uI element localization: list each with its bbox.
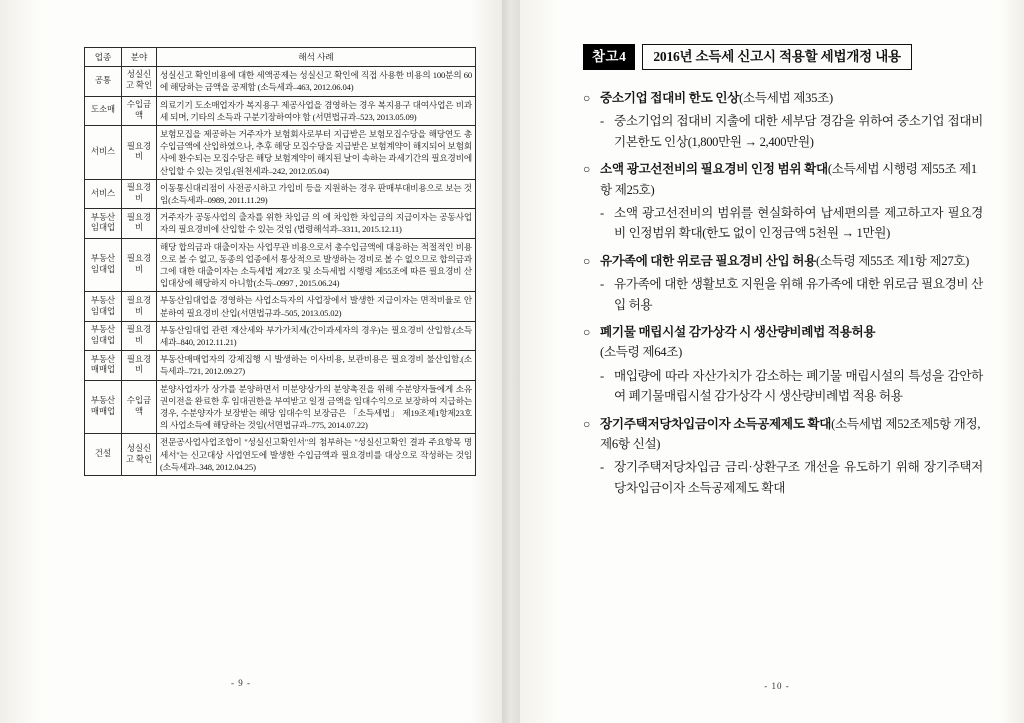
- item-heading: [583, 159, 983, 200]
- cell-description: 부동산매매업자의 강제집행 시 발생하는 이사비용, 보관비용은 필요경비 불산입함.(소득세과–721, 2012.09.27): [157, 351, 476, 380]
- list-item: [583, 322, 983, 407]
- cell-description: 전문공사업사업조합이 "성실신고확인서"의 첨부하는 "성실신고확인 결과 주요항목 명세서"는 신고대상 사업연도에 발생한 수입금액과 필요경비를 대상으로 작성하는 것임 (소득세과–348, 2012.04.25): [157, 434, 476, 476]
- cell-business-type: 공통: [85, 67, 122, 96]
- item-heading-text: 유가족에 대한 위로금 필요경비 산입 허용(소득령 제55조 제1항 제27호): [600, 253, 970, 268]
- left-page: [0, 0, 502, 723]
- cell-description: 분양사업자가 상가를 분양하면서 미분양상가의 분양촉진을 위해 수분양자들에게 소유권이전을 완료한 후 임대권한을 부여받고 일정 금액을 임대수익으로 보장하여 지급하는 경우, 수분양자가 보장받는 해당 임대수익 보장금은 「소득세법」 제19조제1항제23호의 사업소득에 해당하는 것임(서면법규과–775, 2014.07.22): [157, 380, 476, 434]
- list-item: [583, 414, 983, 499]
- dash-bullet-icon: -: [600, 277, 604, 292]
- cell-business-type: 부동산매매업: [85, 351, 122, 380]
- reference-body: [583, 88, 983, 505]
- reference-header: [583, 44, 912, 70]
- dash-bullet-icon: -: [600, 368, 604, 383]
- circle-bullet-icon: ○: [583, 162, 590, 177]
- cell-field: 필요경비: [122, 238, 157, 292]
- cell-business-type: 부동산임대업: [85, 292, 122, 321]
- cell-field: 필요경비: [122, 209, 157, 238]
- sub-item: [600, 366, 983, 407]
- page-number-left: - 9 -: [231, 678, 251, 688]
- table-row: [85, 292, 476, 321]
- reference-badge: 참고4: [583, 44, 635, 70]
- table-row: [85, 380, 476, 434]
- cell-business-type: 부동산임대업: [85, 238, 122, 292]
- cell-field: 필요경비: [122, 126, 157, 180]
- table-row: [85, 209, 476, 238]
- sub-item-text: 중소기업의 접대비 지출에 대한 세부담 경감을 위하여 중소기업 접대비 기본한도 인상(1,800만원 → 2,400만원): [614, 114, 983, 149]
- cell-description: 거주자가 공동사업의 출자를 위한 차입금 의 에 차입한 차입금의 지급이자는 공동사업자의 필요경비에 산입할 수 있는 것임 (법령해석과–3311, 2015.12.11): [157, 209, 476, 238]
- cell-description: 의료기기 도소매업자가 복지용구 제공사업을 겸영하는 경우 복지용구 대여사업은 비과세 되며, 기타의 소득과 구분기장하여야 함 (서면법규과–523, 2013.05.09): [157, 96, 476, 125]
- column-header-interpretation-case: 해석 사례: [157, 48, 476, 67]
- column-header-field: 분야: [122, 48, 157, 67]
- circle-bullet-icon: ○: [583, 325, 590, 339]
- cell-description: 부동산임대업 관련 재산세와 부가가치세(간이과세자의 경우)는 필요경비 산입함.(소득세과–840, 2012.11.21): [157, 321, 476, 350]
- list-item: [583, 159, 983, 244]
- sub-item-text: 유가족에 대한 생활보호 지원을 위해 유가족에 대한 위로금 필요경비 산입 허용: [614, 277, 983, 312]
- law-reference: (소득세법 제35조): [739, 91, 833, 105]
- law-reference: (소득령 제64조): [600, 345, 682, 360]
- item-heading-text: 장기주택저당차입금이자 소득공제제도 확대(소득세법 제52조제5항 개정, 제6항 신설): [600, 416, 981, 451]
- cell-business-type: 부동산임대업: [85, 321, 122, 350]
- table-row: [85, 238, 476, 292]
- item-heading: [583, 88, 983, 108]
- sub-item: [600, 274, 983, 315]
- table-row: [85, 321, 476, 350]
- sub-item: [600, 203, 983, 244]
- cell-description: 보험모집을 제공하는 거주자가 보험회사로부터 지급받은 보험모집수당을 해당연도 총수입금액에 산입하였으나, 추후 해당 모집수당을 지급받은 보험계약이 해지되어 보험회사에 환수되는 모집수당은 해당 보험계약이 해지된 날이 속하는 과세기간의 필요경비에 산입할 수 있는 것임.(원천세과–242, 2012.05.04): [157, 126, 476, 180]
- cell-description: 해당 합의금과 대출이자는 사업무관 비용으로서 총수입금액에 대응하는 적절적인 비용으로 볼 수 없고, 동종의 업종에서 통상적으로 발생하는 경비로 볼 수 없으므로 합의금과 그에 대한 대출이자는 소득세법 제27조 및 소득세법 시행령 제55조에 따른 필요경비 산입대상에 해당하지 아니함(소득–0997 , 2015.06.24): [157, 238, 476, 292]
- cell-field: 필요경비: [122, 292, 157, 321]
- list-item: [583, 88, 983, 152]
- item-heading: [583, 414, 983, 455]
- book-spine: [502, 0, 520, 723]
- sub-item-text: 소액 광고선전비의 범위를 현실화하여 납세편의를 제고하고자 필요경비 인정범위 확대(한도 없이 인정금액 5천원 → 1만원): [614, 206, 983, 241]
- item-heading-text: 소액 광고선전비의 필요경비 인정 범위 확대(소득세법 시행령 제55조 제1항 제25호): [600, 162, 977, 197]
- law-reference: (소득세법 시행령 제55조 제1항 제25호): [600, 162, 977, 197]
- item-heading-text: 중소기업 접대비 한도 인상(소득세법 제35조): [600, 91, 833, 105]
- list-item: [583, 251, 983, 315]
- sub-item: [600, 111, 983, 152]
- column-header-business-type: 업종: [85, 48, 122, 67]
- item-heading-text: 폐기물 매립시설 감가상각 시 생산량비례법 적용허용 (소득령 제64조): [600, 325, 876, 360]
- cell-field: 필요경비: [122, 179, 157, 208]
- law-reference: (소득령 제55조 제1항 제27호): [815, 253, 970, 268]
- circle-bullet-icon: ○: [583, 253, 590, 268]
- table-header-row: [85, 48, 476, 67]
- table-row: [85, 67, 476, 96]
- table-row: [85, 96, 476, 125]
- cell-description: 이동통신대리점이 사전공시하고 가입비 등을 지원하는 경우 판매부대비용으로 보는 것임(소득세과–0989, 2011.11.29): [157, 179, 476, 208]
- table-row: [85, 179, 476, 208]
- cell-field: 성실신고 확인: [122, 67, 157, 96]
- reference-title: 2016년 소득세 신고시 적용할 세법개정 내용: [642, 44, 912, 70]
- table-row: [85, 126, 476, 180]
- cell-business-type: 부동산매매업: [85, 380, 122, 434]
- cell-business-type: 도소매: [85, 96, 122, 125]
- cell-business-type: 부동산임대업: [85, 209, 122, 238]
- sub-item-text: 장기주택저당차입금 금리·상환구조 개선을 유도하기 위해 장기주택저당차입금이자 소득공제제도 확대: [614, 460, 983, 495]
- dash-bullet-icon: -: [600, 460, 604, 475]
- cell-business-type: 건설: [85, 434, 122, 476]
- item-heading: [583, 251, 983, 271]
- cell-business-type: 서비스: [85, 126, 122, 180]
- right-page: [520, 0, 1024, 723]
- dash-bullet-icon: -: [600, 114, 604, 129]
- table-row: [85, 434, 476, 476]
- cell-field: 필요경비: [122, 321, 157, 350]
- table-row: [85, 351, 476, 380]
- law-reference: (소득세법 제52조제5항 개정, 제6항 신설): [600, 416, 981, 451]
- page-number-right: - 10 -: [764, 681, 790, 691]
- cell-field: 필요경비: [122, 351, 157, 380]
- cell-field: 성실신고 확인: [122, 434, 157, 476]
- cell-description: 성실신고 확인비용에 대한 세액공제는 성실신고 확인에 직접 사용한 비용의 100분의 60에 해당하는 금액을 공제함 (소득세과–463, 2012.06.04): [157, 67, 476, 96]
- cell-description: 부동산임대업을 경영하는 사업소득자의 사업장에서 발생한 지급이자는 면적비율로 안분하여 필요경비 산입(서면법규과–505, 2013.05.02): [157, 292, 476, 321]
- item-heading: [583, 322, 983, 363]
- dash-bullet-icon: -: [600, 206, 604, 220]
- circle-bullet-icon: ○: [583, 416, 590, 431]
- cell-business-type: 서비스: [85, 179, 122, 208]
- interpretation-cases-table: [84, 47, 476, 476]
- sub-item-text: 매입량에 따라 자산가치가 감소하는 폐기물 매립시설의 특성을 감안하여 폐기물매립시설 감가상각 시 생산량비례법 적용 허용: [614, 368, 983, 404]
- circle-bullet-icon: ○: [583, 91, 590, 105]
- cell-field: 수입금액: [122, 96, 157, 125]
- cell-field: 수입금액: [122, 380, 157, 434]
- sub-item: [600, 457, 983, 498]
